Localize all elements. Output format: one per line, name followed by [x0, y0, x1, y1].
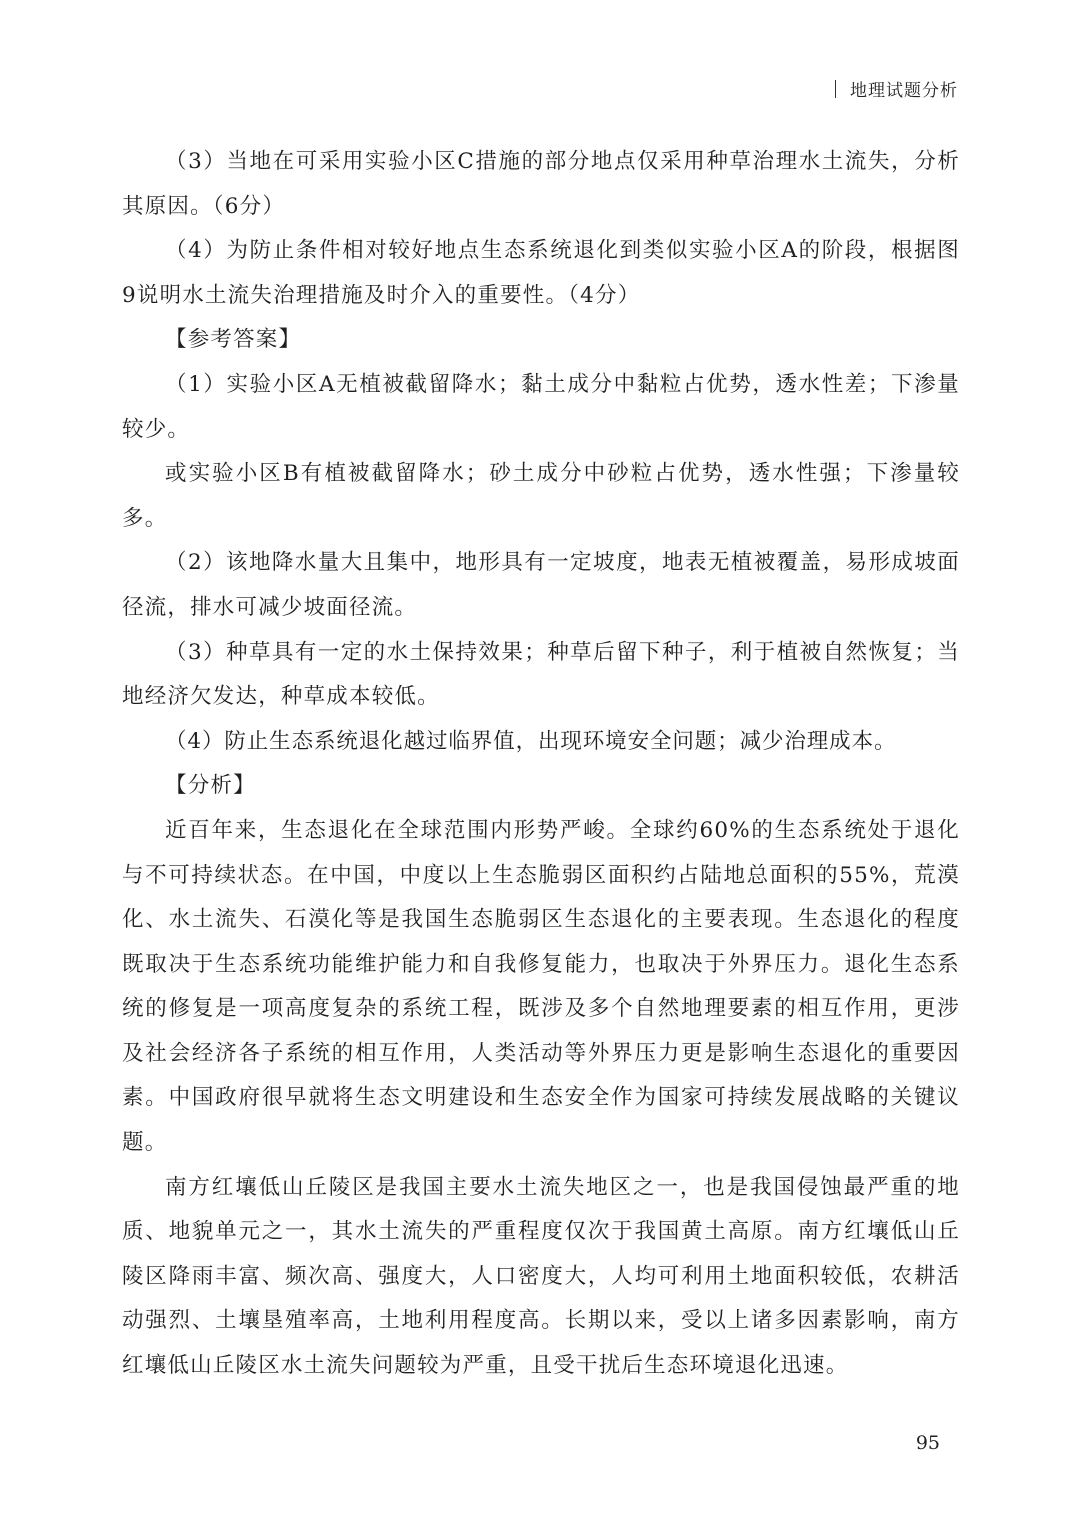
answer-3: （3）种草具有一定的水土保持效果；种草后留下种子，利于植被自然恢复；当地经济欠发达，种草成本较低。 [122, 639, 960, 710]
running-header [835, 76, 958, 101]
analysis-paragraph-2: 南方红壤低山丘陵区是我国主要水土流失地区之一，也是我国侵蚀最严重的地质、地貌单元之一，其水土流失的严重程度仅次于我国黄土高原。南方红壤低山丘陵区降雨丰富、频次高、强度大，人口密度大，人均可利用土地面积较低，农耕活动强烈、土壤垦殖率高，土地利用程度高。长期以来，受以上诸多因素影响，南方红壤低山丘陵区水土流失问题较为严重，且受干扰后生态环境退化迅速。 [122, 1174, 960, 1379]
question-4: （4）为防止条件相对较好地点生态系统退化到类似实验小区A的阶段，根据图9说明水土流失治理措施及时介入的重要性。（4分） [122, 238, 960, 308]
answer-heading: 【参考答案】 [165, 327, 302, 353]
analysis-paragraph-1: 近百年来，生态退化在全球范围内形势严峻。全球约60%的生态系统处于退化与不可持续状态。在中国，中度以上生态脆弱区面积约占陆地总面积的55%，荒漠化、水土流失、石漠化等是我国生态脆弱区生态退化的主要表现。生态退化的程度既取决于生态系统功能维护能力和自我修复能力，也取决于外界压力。退化生态系统的修复是一项高度复杂的系统工程，既涉及多个自然地理要素的相互作用，更涉及社会经济各子系统的相互作用，人类活动等外界压力更是影响生态退化的重要因素。中国政府很早就将生态文明建设和生态安全作为国家可持续发展战略的关键议题。 [122, 817, 960, 1156]
answer-1-alternative: 或实验小区B有植被截留降水；砂土成分中砂粒占优势，透水性强；下渗量较多。 [122, 461, 960, 531]
page-number: 95 [915, 1432, 940, 1454]
question-3: （3）当地在可采用实验小区C措施的部分地点仅采用种草治理水土流失，分析其原因。（6分） [122, 149, 960, 219]
analysis-heading: 【分析】 [165, 773, 256, 799]
header-section-title: 地理试题分析 [850, 81, 958, 101]
page-body [122, 140, 960, 1389]
answer-4: （4）防止生态系统退化越过临界值，出现环境安全问题；减少治理成本。 [165, 728, 897, 754]
header-divider [835, 80, 836, 98]
answer-2: （2）该地降水量大且集中，地形具有一定坡度，地表无植被覆盖，易形成坡面径流，排水可减少坡面径流。 [122, 550, 960, 620]
answer-1: （1）实验小区A无植被截留降水；黏土成分中黏粒占优势，透水性差；下渗量较少。 [122, 371, 960, 442]
